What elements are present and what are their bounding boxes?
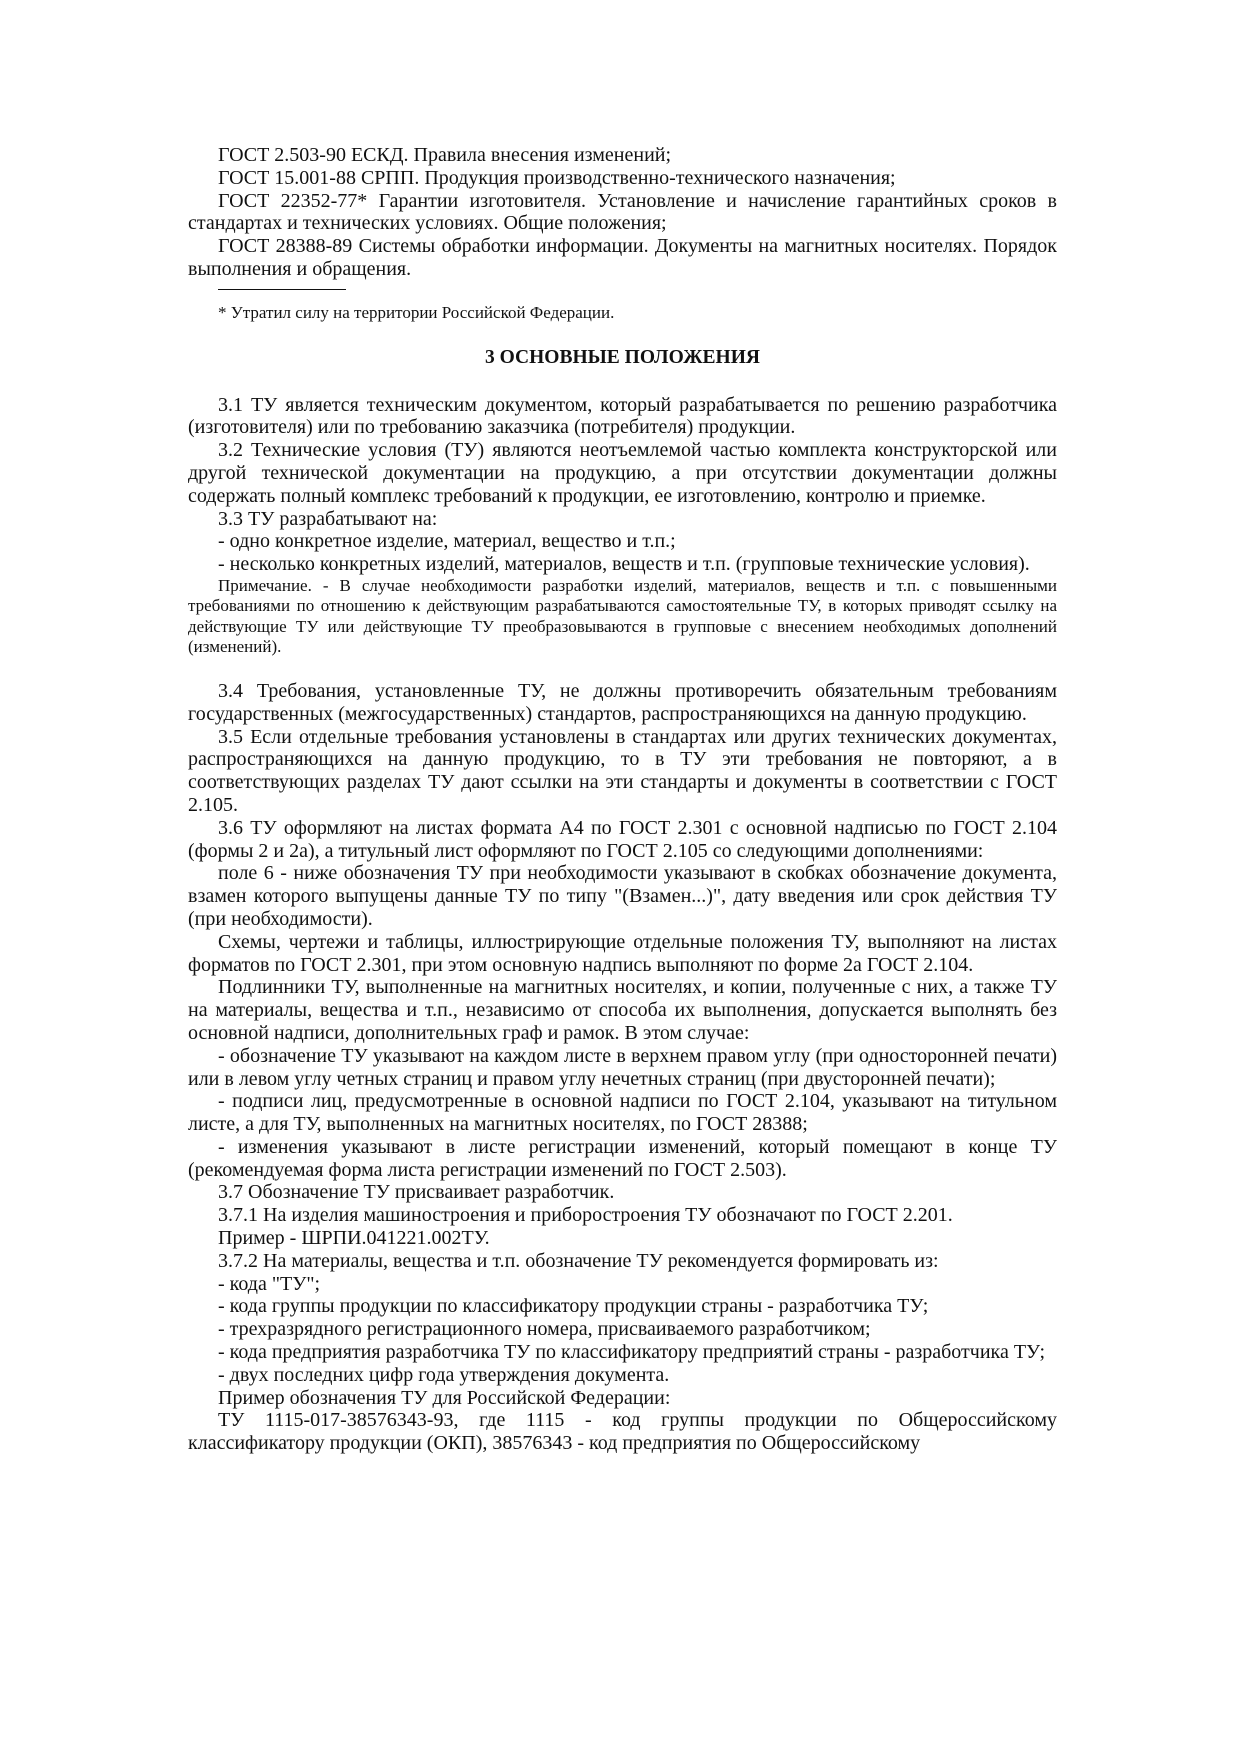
paragraph-3-2: 3.2 Технические условия (ТУ) являются неотъемлемой частью комплекта конструкторской или другой технической документации на продукцию, а при отсутствии документации должны содержать полный комплекс требований к продукции, ее изготовлению, контролю и приемке. [188,439,1057,507]
paragraph-3-3: 3.3 ТУ разрабатывают на: [218,507,438,530]
example-rf-designation: ТУ 1115-017-38576343-93, где 1115 - код группы продукции по Общероссийскому классификатору продукции (ОКП), 38576343 - код предприятия по Общероссийскому [188,1409,1057,1455]
spacer [188,658,1057,680]
paragraph-3-1: 3.1 ТУ является техническим документом, который разрабатывается по решению разработчика (изготовителя) или по требованию заказчика (потребителя) продукции. [188,393,1057,439]
list-item-tu-code: - кода "ТУ"; [218,1272,321,1295]
note: Примечание. - В случае необходимости разработки изделий, материалов, веществ и т.п. с повышенными требованиями по отношению к действующим разрабатываются самостоятельные ТУ, в которых приводят ссылку на действующие ТУ или действующие ТУ преобразовываются в групповые с внесением необходимых дополнений (изменений). [188,575,1057,657]
list-item-single-product: - одно конкретное изделие, материал, вещество и т.п.; [218,530,676,553]
section-title: 3 ОСНОВНЫЕ ПОЛОЖЕНИЯ [485,346,760,368]
list-item-year-digits: - двух последних цифр года утверждения документа. [218,1363,670,1386]
list-item-group-products: - несколько конкретных изделий, материалов, веществ и т.п. (групповые технические условия). [218,553,1030,576]
paragraph-3-5: 3.5 Если отдельные требования установлены в стандартах или других технических документах, распространяющихся на данную продукцию, то в ТУ эти требования не повторяют, а в соответствующих разделах ТУ дают ссылки на эти стандарты и документы в соответствии с ГОСТ 2.105. [188,725,1057,816]
reference-gost-28388: ГОСТ 28388-89 Системы обработки информации. Документы на магнитных носителях. Порядок выполнения и обращения. [188,235,1057,280]
reference-gost-2-503: ГОСТ 2.503-90 ЕСКД. Правила внесения изменений; [218,144,672,166]
paragraph-3-7-1: 3.7.1 На изделия машиностроения и приборостроения ТУ обозначают по ГОСТ 2.201. [218,1204,953,1227]
footnote: * Утратил силу на территории Российской Федерации. [218,302,615,322]
paragraph-schemes: Схемы, чертежи и таблицы, иллюстрирующие отдельные положения ТУ, выполняют на листах форматов по ГОСТ 2.301, при этом основную надпись выполняют по форме 2а ГОСТ 2.104. [188,930,1057,976]
list-item-signatures: - подписи лиц, предусмотренные в основной надписи по ГОСТ 2.104, указывают на титульном листе, а для ТУ, выполненных на магнитных носителях, по ГОСТ 28388; [188,1090,1057,1136]
list-item-group-code: - кода группы продукции по классификатору продукции страны - разработчика ТУ; [218,1295,929,1318]
reference-gost-15-001: ГОСТ 15.001-88 СРПП. Продукция производственно-технического назначения; [218,166,896,189]
list-item-changes: - изменения указывают в листе регистрации изменений, который помещают в конце ТУ (рекомендуемая форма листа регистрации изменений по ГОСТ 2.503). [188,1135,1057,1181]
paragraph-field-6: поле 6 - ниже обозначения ТУ при необходимости указывают в скобках обозначение документа, взамен которого выпущены данные ТУ по типу "(Взамен...)", дату введения или срок действия ТУ (при необходимости). [188,862,1057,930]
paragraph-3-6: 3.6 ТУ оформляют на листах формата А4 по ГОСТ 2.301 с основной надписью по ГОСТ 2.104 (формы 2 и 2а), а титульный лист оформляют по ГОСТ 2.105 со следующими дополнениями: [188,816,1057,862]
list-item-enterprise-code: - кода предприятия разработчика ТУ по классификатору предприятий страны - разработчика ТУ; [218,1341,1046,1364]
list-item-designation: - обозначение ТУ указывают на каждом листе в верхнем правом углу (при односторонней печати) или в левом углу четных страниц и правом углу нечетных страниц (при двусторонней печати); [188,1044,1057,1090]
reference-gost-22352: ГОСТ 22352-77* Гарантии изготовителя. Установление и начисление гарантийных сроков в стандартах и технических условиях. Общие положения; [188,189,1057,235]
paragraph-3-4: 3.4 Требования, установленные ТУ, не должны противоречить обязательным требованиям государственных (межгосударственных) стандартов, распространяющихся на данную продукцию. [188,679,1057,725]
paragraph-3-7-2: 3.7.2 На материалы, вещества и т.п. обозначение ТУ рекомендуется формировать из: [218,1249,939,1272]
paragraph-3-7: 3.7 Обозначение ТУ присваивает разработчик. [218,1181,615,1204]
footnote-separator [218,289,346,290]
example-rf-title: Пример обозначения ТУ для Российской Федерации: [218,1386,671,1409]
example-designation: Пример - ШРПИ.041221.002ТУ. [218,1227,490,1250]
paragraph-originals: Подлинники ТУ, выполненные на магнитных носителях, и копии, полученные с них, а также ТУ на материалы, вещества и т.п., независимо от способа их выполнения, допускается выполнять без основной надписи, дополнительных граф и рамок. В этом случае: [188,976,1057,1044]
list-item-registration-number: - трехразрядного регистрационного номера, присваиваемого разработчиком; [218,1318,871,1341]
